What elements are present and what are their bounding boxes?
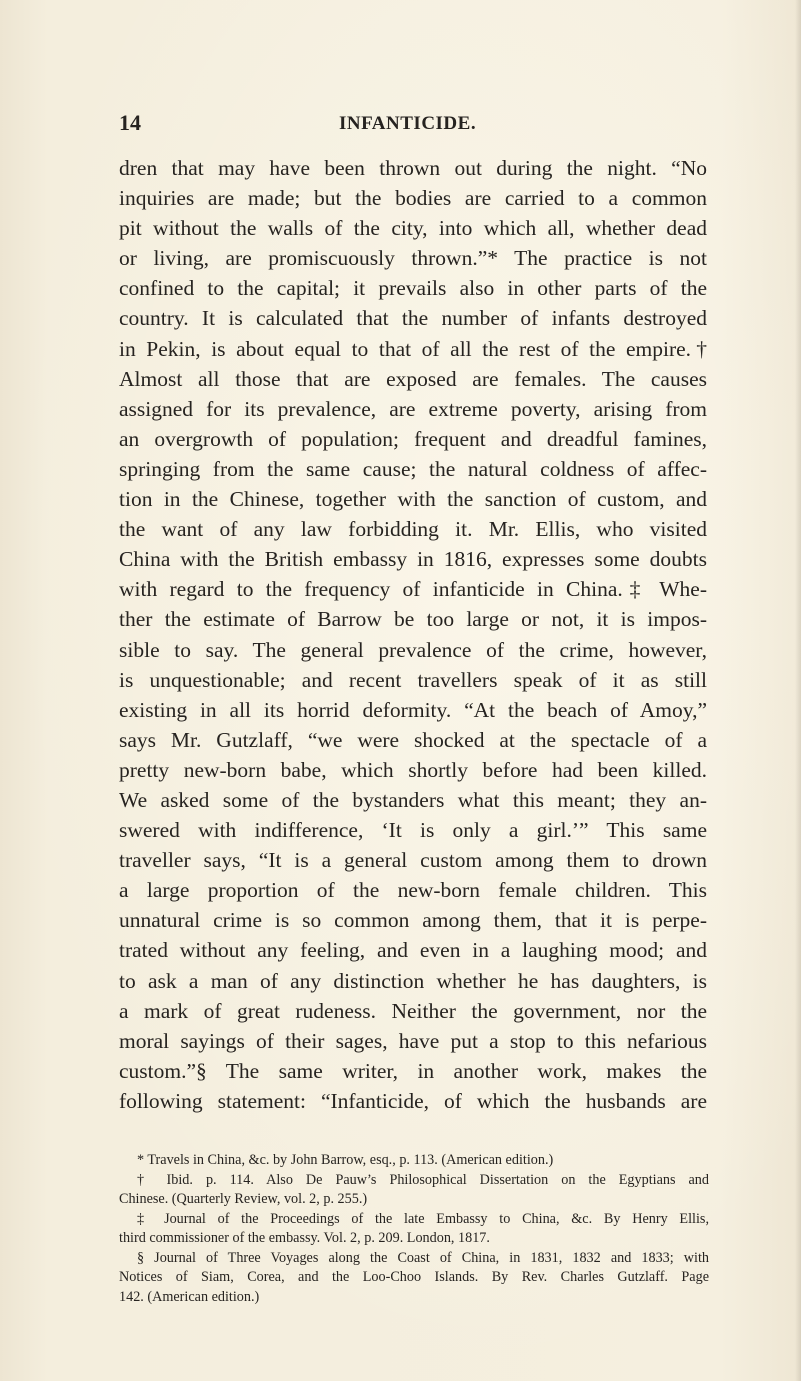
body-line: swered with indifference, ‘It is only a girl.’” This same — [119, 818, 707, 843]
body-line: in Pekin, is about equal to that of all the rest of the empire.† — [119, 336, 707, 361]
body-line: trated without any feeling, and even in a laughing mood; and — [119, 938, 707, 963]
body-line: unnatural crime is so common among them, that it is perpe- — [119, 908, 707, 933]
body-line: China with the British embassy in 1816, expresses some doubts — [119, 547, 707, 572]
body-line: to ask a man of any distinction whether he has daughters, is — [119, 968, 707, 993]
footnote-line: * Travels in China, &c. by John Barrow, esq., p. 113. (American edition.) — [137, 1152, 554, 1168]
body-line: springing from the same cause; the natural coldness of affec- — [119, 456, 707, 481]
body-line: a large proportion of the new-born female children. This — [119, 878, 707, 903]
running-head: INFANTICIDE. — [339, 113, 477, 134]
footnote-line: † Ibid. p. 114. Also De Pauw’s Philosophical Dissertation on the Egyptians and — [137, 1171, 709, 1188]
footnote-line: § Journal of Three Voyages along the Coast of China, in 1831, 1832 and 1833; with — [137, 1249, 709, 1266]
body-line: a mark of great rudeness. Neither the government, nor the — [119, 998, 707, 1023]
footnote-line: ‡ Journal of the Proceedings of the late Embassy to China, &c. By Henry Ellis, — [137, 1210, 709, 1227]
body-line: inquiries are made; but the bodies are carried to a common — [119, 186, 707, 211]
body-line: sible to say. The general prevalence of the crime, however, — [119, 637, 707, 662]
footnotes — [119, 1151, 709, 1307]
body-line: following statement: “Infanticide, of which the husbands are — [119, 1088, 707, 1113]
body-line: traveller says, “It is a general custom among them to drown — [119, 848, 707, 873]
page-header — [119, 108, 709, 138]
footnote-line: Chinese. (Quarterly Review, vol. 2, p. 255.) — [119, 1191, 368, 1207]
body-line: existing in all its horrid deformity. “At the beach of Amoy,” — [119, 697, 707, 722]
body-line: an overgrowth of population; frequent and dreadful famines, — [119, 426, 707, 451]
body-line: moral sayings of their sages, have put a stop to this nefarious — [119, 1028, 707, 1053]
body-line: Almost all those that are exposed are females. The causes — [119, 366, 707, 391]
body-line: says Mr. Gutzlaff, “we were shocked at the spectacle of a — [119, 727, 707, 752]
body-line: or living, are promiscuously thrown.”* The practice is not — [119, 246, 707, 271]
body-line: confined to the capital; it prevails also in other parts of the — [119, 276, 707, 301]
body-line: custom.”§ The same writer, in another work, makes the — [119, 1058, 707, 1083]
body-line: is unquestionable; and recent travellers speak of it as still — [119, 667, 707, 692]
body-line: We asked some of the bystanders what this meant; they an- — [119, 787, 707, 812]
body-line: dren that may have been thrown out during the night. “No — [119, 156, 707, 180]
page-number: 14 — [119, 110, 141, 135]
body-line: the want of any law forbidding it. Mr. Ellis, who visited — [119, 517, 707, 542]
footnote-line: 142. (American edition.) — [119, 1288, 260, 1305]
page-edge-shadow — [795, 0, 801, 1381]
body-line: pretty new-born babe, which shortly before had been killed. — [119, 757, 707, 782]
body-line: with regard to the frequency of infanticide in China.‡ Whe- — [119, 577, 707, 602]
body-line: assigned for its prevalence, are extreme poverty, arising from — [119, 396, 707, 421]
body-line: pit without the walls of the city, into which all, whether dead — [119, 216, 707, 241]
footnote-line: Notices of Siam, Corea, and the Loo-Choo Islands. By Rev. Charles Gutzlaff. Page — [119, 1269, 709, 1285]
footnote-line: third commissioner of the embassy. Vol. 2, p. 209. London, 1817. — [119, 1230, 490, 1246]
body-line: tion in the Chinese, together with the sanction of custom, and — [119, 487, 707, 512]
body-line: ther the estimate of Barrow be too large or not, it is impos- — [119, 607, 707, 632]
body-text — [119, 153, 707, 1116]
body-line: country. It is calculated that the number of infants destroyed — [119, 306, 707, 331]
